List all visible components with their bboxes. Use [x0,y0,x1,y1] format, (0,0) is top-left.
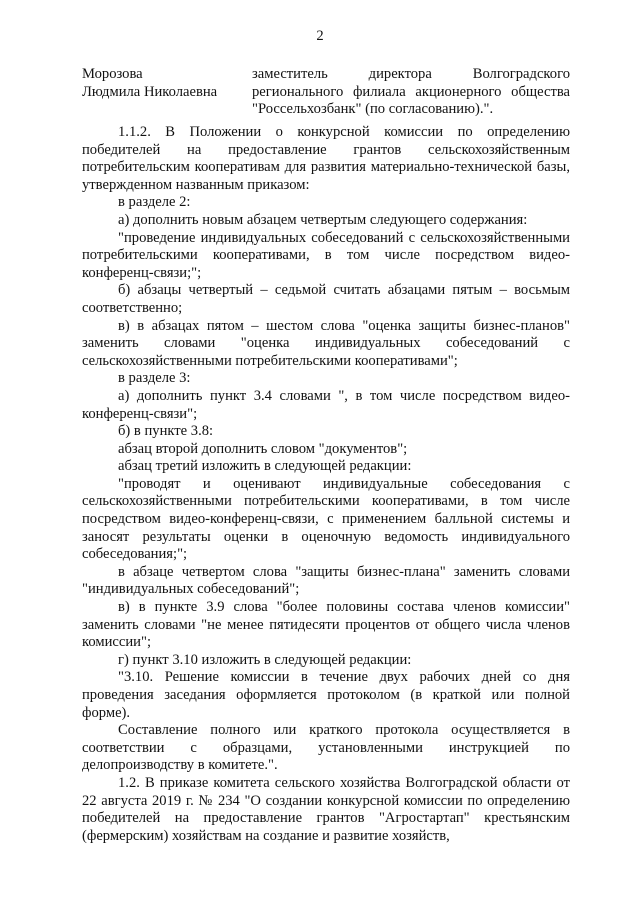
paragraph: абзац третий изложить в следующей редакции: [118,458,412,475]
paragraph: в разделе 3: [118,370,191,387]
paragraph: в) в абзацах пятом – шестом слова "оценка защиты бизнес-планов" заменить словами "оценка индивидуальных собеседований с сельскохозяйственными потребительскими кооперативами"; [82,317,570,369]
member-surname: Морозова [82,66,143,82]
member-name [82,66,252,101]
paragraph: "проводят и оценивают индивидуальные собеседования с сельскохозяйственными потребительскими кооперативами, в том числе посредством видео-конференц-связи, с применением балльной системы и заносят результаты оценки в оценочную ведомость индивидуального собеседования;"; [82,475,570,563]
paragraph: Составление полного или краткого протокола осуществляется в соответствии с образцами, установленными инструкцией по делопроизводству в комитете.". [82,722,570,774]
paragraph: а) дополнить пункт 3.4 словами ", в том числе посредством видео-конференц-связи"; [82,387,570,422]
member-role: заместитель директора Волгоградского регионального филиала акционерного общества "Россельхозбанк" (по согласованию).". [252,66,570,118]
paragraph: г) пункт 3.10 изложить в следующей редакции: [118,651,412,668]
paragraph: а) дополнить новым абзацем четвертым следующего содержания: [118,211,528,228]
paragraph: 1.2. В приказе комитета сельского хозяйства Волгоградской области от 22 августа 2019 г. № 234 "О создании конкурсной комиссии по определению победителей на предоставление грантов "Агростартап" крестьянским (фермерским) хозяйствам на создание и развитие хозяйств, [82,774,570,844]
paragraph: абзац второй дополнить словом "документов"; [118,440,408,457]
paragraph: б) абзацы четвертый – седьмой считать абзацами пятым – восьмым соответственно; [82,282,570,316]
paragraph: в) в пункте 3.9 слова "более половины состава членов комиссии" заменить словами "не менее пятидесяти процентов от общего числа членов комиссии"; [82,599,570,651]
paragraph: б) в пункте 3.8: [118,423,214,440]
paragraph: "проведение индивидуальных собеседований с сельскохозяйственными потребительскими кооперативами, в том числе посредством видео-конференц-связи;"; [82,229,570,281]
member-given-names: Людмила Николаевна [82,83,218,100]
paragraph: в разделе 2: [118,194,191,211]
page-number: 2 [316,28,324,44]
paragraph: "3.10. Решение комиссии в течение двух рабочих дней со дня проведения заседания оформляется протоколом (в краткой или полной форме). [82,669,570,721]
document-body [82,124,570,845]
paragraph: 1.1.2. В Положении о конкурсной комиссии по определению победителей на предоставление грантов сельскохозяйственным потребительским кооперативам для развития материально-технической базы, утвержденном названным приказом: [82,124,570,193]
paragraph: в абзаце четвертом слова "защиты бизнес-плана" заменить словами "индивидуальных собеседований"; [82,563,570,598]
